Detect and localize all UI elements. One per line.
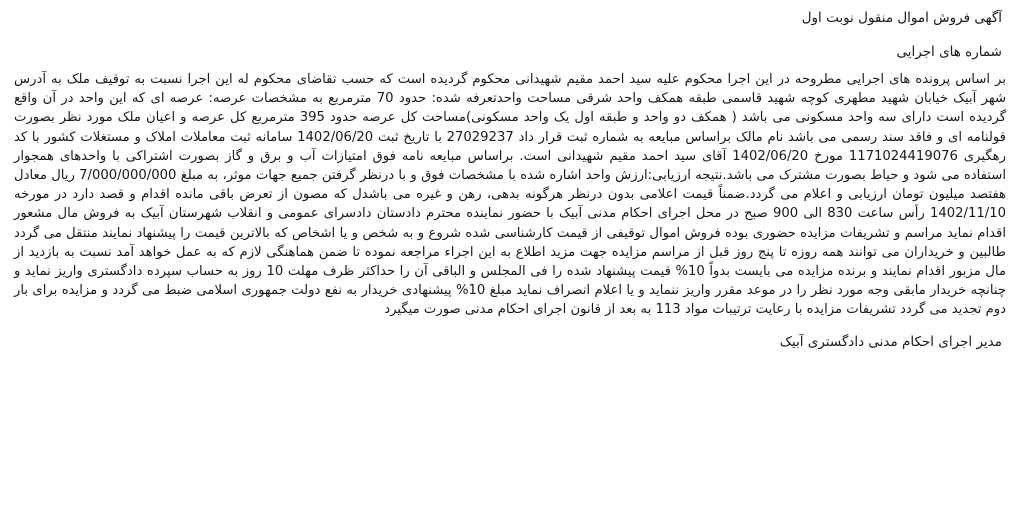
notice-body: بر اساس پرونده های اجرایی مطروحه در این اجرا محکوم علیه سید احمد مقیم شهیدانی محکوم گردیده است که حسب تقاضای محکوم له این اجرا نسبت به توقیف ملک به آدرس شهر آبیک خیابان شهید مطهری کوچه شهید قاسمی طبقه همکف واحد شرقی مساحت واحدتعرفه شده: حدود 70 مترمربع به مشخصات عرصه: عرصه ای که این واحد در آن واقع گردیده است دارای سه واحد مسکونی می باشد ( همکف دو واحد و طبقه اول یک واحد مسکونی)مساحت کل عرصه حدود 395 مترمربع کل عرصه و اعیان ملک مورد نظر بصورت قولنامه ای و فاقد سند رسمی می باشد نام مالک براساس مبایعه به شماره ثبت قرار داد 27029237 با تاریخ ثبت 1402/06/20 سامانه ثبت معاملات املاک و مستغلات کشور با کد رهگیری 1171024419076 مورخ 1402/06/20 آقای سید احمد مقیم شهیدانی است. براساس مبایعه نامه فوق امتیازات آب و برق و گاز بصورت اشتراکی با واحدهای همجوار استفاده می شود و حیاط بصورت مشترک می باشد.نتیجه ارزیابی:ارزش واحد اشاره شده با مشخصات فوق و با درنظر گرفتن جمیع جهات موثر، به مبلغ 7/000/000/000 ریال معادل هفتصد میلیون تومان ارزیابی و اعلام می گردد.ضمناً قیمت اعلامی بدون درنظر هرگونه بدهی، رهن و غیره می باشدل که مصون از تعرض باقی مانده اقدام و قصد دارد در مورخه 1402/11/10 رأس ساعت 830 الی 900 صبح در محل اجرای احکام مدنی آبیک با حضور نماینده محترم دادستان دادسرای عمومی و انقلاب شهرستان آبیک به فروش مال مشعور اقدام نماید مراسم و تشریفات مزایده حضوری بوده فروش اموال توقیفی از قیمت کارشناسی شده شروع و به شخص و یا اشخاص که بالاترین قیمت را پیشنهاد نمایند منتقل می گردد طالبین و خریداران می توانند همه روزه تا پنج روز قبل از مراسم مزایده جهت مزید اطلاع به این اجراء مراجعه نموده تا ضمن هماهنگی لازم که به عمل خواهد آمد نسبت به بازدید از مال مزبور اقدام نمایند و برنده مزایده می بایست بدواً 10% قیمت پیشنهاد شده را فی المجلس و الباقی آن را حداکثر ظرف مهلت 10 روز به حساب سپرده دادگستری واریز نماید و چنانچه خریدار مابقی وجه مورد نظر را در موعد مقرر واریز ننماید و یا اعلام انصراف نماید مبلغ 10% پیشنهادی خریدار به نفع دولت جمهوری اسلامی ضبط می گردد و مزایده برای بار دوم تجدید می گردد تشریفات مزایده با رعایت ترتیبات مواد 113 به بعد از قانون اجرای احکام مدنی صورت میگیرد (14, 72, 1007, 318)
notice-subtitle: شماره های اجرایی (896, 44, 1002, 60)
notice-title: آگهی فروش اموال منقول نوبت اول (801, 10, 1002, 26)
notice-signature: مدیر اجرای احکام مدنی دادگستری آبیک (779, 333, 1002, 350)
